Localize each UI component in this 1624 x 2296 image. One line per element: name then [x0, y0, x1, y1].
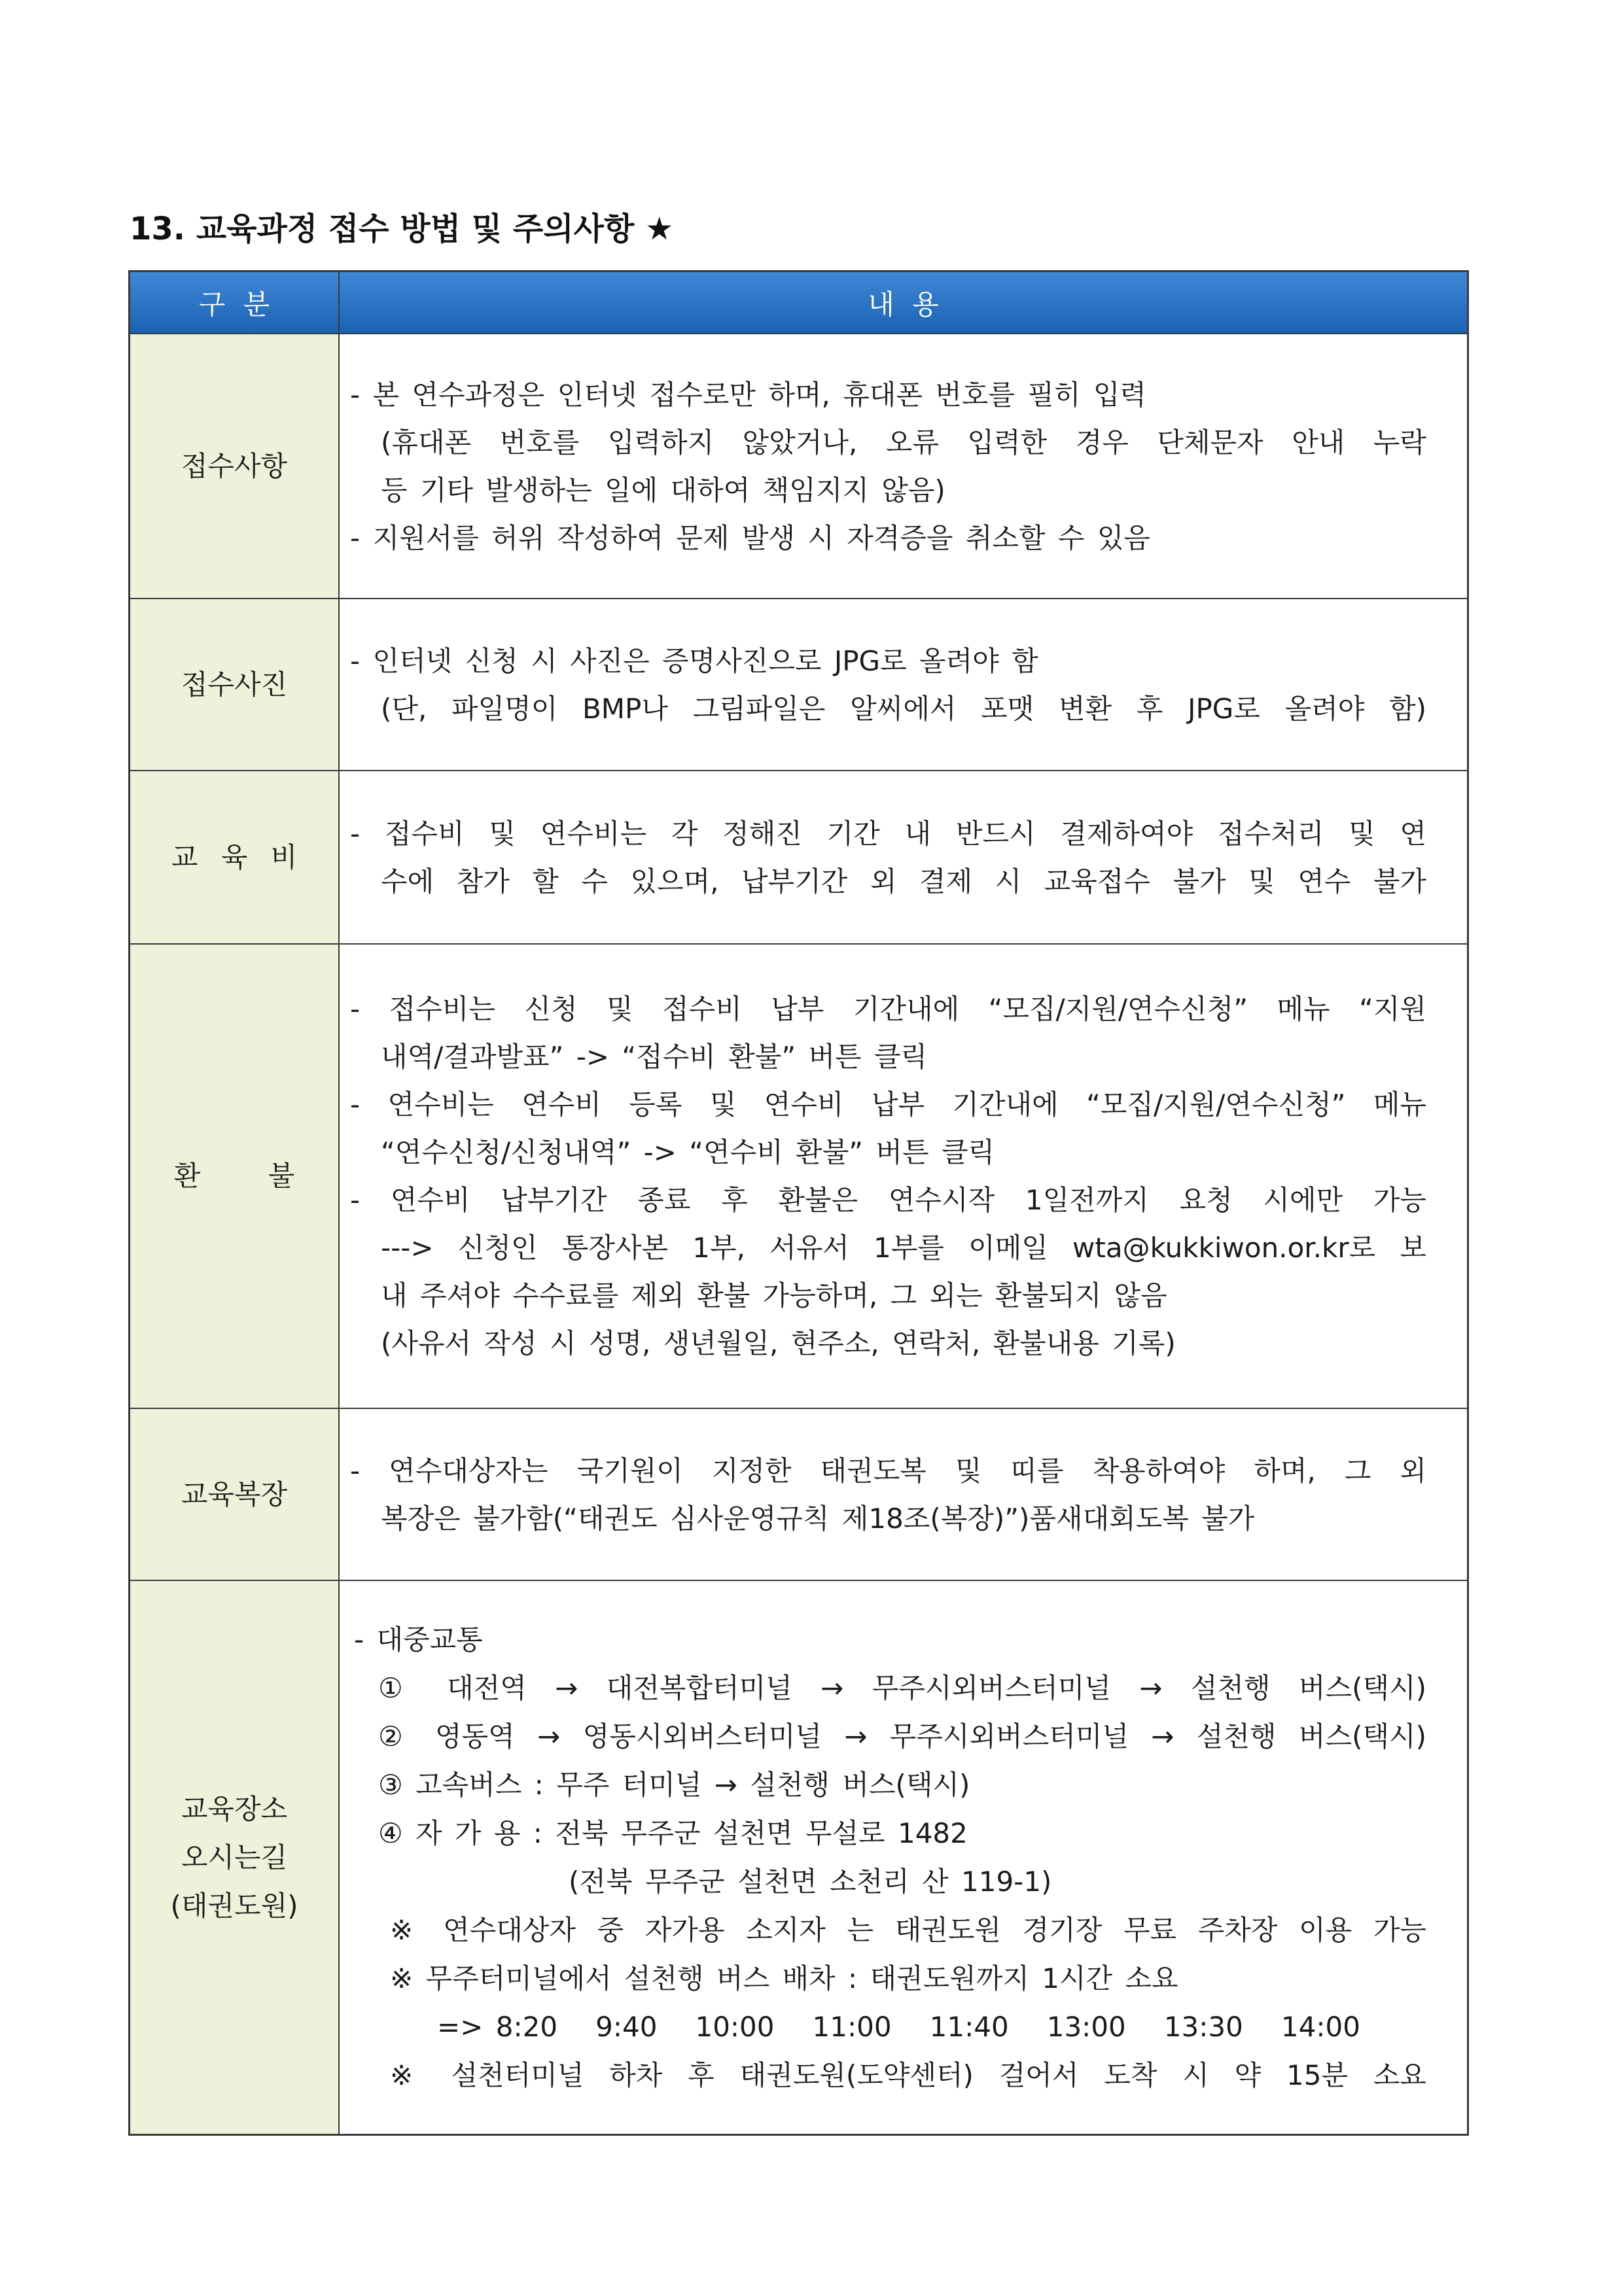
note-line: ※ 설천터미널 하차 후 태권도원(도약센터) 걸어서 도착 시 약 15분 소요: [390, 2059, 1426, 2091]
content-line: 내역/결과발표” -> “접수비 환불” 버튼 클릭: [381, 1041, 928, 1073]
row-label: 교 육 비: [171, 841, 298, 873]
content-line: - 연수비는 연수비 등록 및 연수비 납부 기간내에 “모집/지원/연수신청” 메뉴: [350, 1088, 1426, 1121]
content-line: “연수신청/신청내역” -> “연수비 환불” 버튼 클릭: [381, 1136, 995, 1168]
label-cell-photo: [130, 599, 338, 770]
content-line: (휴대폰 번호를 입력하지 않았거나, 오류 입력한 경우 단체문자 안내 누락: [381, 426, 1426, 459]
content-line: - 지원서를 허위 작성하여 문제 발생 시 자격증을 취소할 수 있음: [350, 521, 1150, 554]
content-cell-location: [340, 1581, 1467, 2134]
content-line: 내 주셔야 수수료를 제외 환불 가능하며, 그 외는 환불되지 않음: [381, 1279, 1167, 1312]
content-line: 수에 참가 할 수 있으며, 납부기간 외 결제 시 교육접수 불가 및 연수 불가: [381, 865, 1426, 897]
content-cell-photo: [340, 599, 1467, 770]
row-label: 교육장소: [181, 1792, 288, 1825]
content-line: 등 기타 발생하는 일에 대하여 책임지지 않음): [381, 474, 945, 506]
row-label: (태권도원): [170, 1889, 298, 1922]
row-label: 환 불: [173, 1160, 295, 1192]
content-line: ---> 신청인 통장사본 1부, 서유서 1부를 이메일 wta@kukkiwon.or.kr로 보: [381, 1232, 1426, 1264]
bus-schedule-line: => 8:20 9:40 10:00 11:00 11:40 13:00 13:30 14:00: [437, 2010, 1360, 2043]
content-cell-tuition: [340, 771, 1467, 943]
header-cell-category: 구 분: [130, 272, 338, 333]
content-line: - 연수대상자는 국기원이 지정한 태권도복 및 띠를 착용하여야 하며, 그 외: [350, 1454, 1426, 1487]
label-cell-tuition: [130, 771, 338, 943]
route-line: ① 대전역 → 대전복합터미널 → 무주시외버스터미널 → 설천행 버스(택시): [378, 1671, 1426, 1704]
route-line: ④ 자 가 용 : 전북 무주군 설천면 무설로 1482: [378, 1817, 968, 1849]
content-cell-registration: [340, 334, 1467, 598]
note-line: ※ 무주터미널에서 설천행 버스 배차 : 태권도원까지 1시간 소요: [390, 1962, 1178, 1994]
content-line: (사유서 작성 시 성명, 생년월일, 현주소, 연락처, 환불내용 기록): [381, 1327, 1176, 1359]
header-cell-content: 내 용: [340, 272, 1467, 333]
label-cell-location: [130, 1581, 338, 2134]
label-cell-uniform: [130, 1409, 338, 1580]
content-line: - 본 연수과정은 인터넷 접수로만 하며, 휴대폰 번호를 필히 입력: [350, 378, 1146, 411]
content-line: (단, 파일명이 BMP나 그림파일은 알씨에서 포맷 변환 후 JPG로 올려야 함): [381, 692, 1426, 725]
label-cell-registration: [130, 334, 338, 598]
note-line: ※ 연수대상자 중 자가용 소지자 는 태권도원 경기장 무료 주차장 이용 가능: [390, 1913, 1426, 1946]
row-label: 접수사진: [181, 668, 288, 701]
route-line: ② 영동역 → 영동시외버스터미널 → 무주시외버스터미널 → 설천행 버스(택시): [378, 1720, 1426, 1752]
row-label: 교육복장: [181, 1478, 288, 1510]
address-line: (전북 무주군 설천면 소천리 산 119-1): [569, 1865, 1052, 1898]
row-label: 오시는길: [181, 1841, 288, 1873]
row-label: 접수사항: [181, 449, 288, 482]
content-line: - 접수비는 신청 및 접수비 납부 기간내에 “모집/지원/연수신청” 메뉴 “지원: [350, 993, 1426, 1025]
content-cell-uniform: [340, 1409, 1467, 1580]
content-line: - 인터넷 신청 시 사진은 증명사진으로 JPG로 올려야 함: [350, 644, 1038, 677]
registration-info-table: [128, 270, 1469, 2136]
content-line: 복장은 불가함(“태권도 심사운영규칙 제18조(복장)”)품새대회도복 불가: [381, 1502, 1255, 1535]
label-cell-refund: [130, 945, 338, 1408]
route-line: ③ 고속버스 : 무주 터미널 → 설천행 버스(택시): [378, 1768, 970, 1801]
page-title: 13. 교육과정 접수 방법 및 주의사항 ★: [130, 211, 674, 247]
content-line: - 접수비 및 연수비는 각 정해진 기간 내 반드시 결제하여야 접수처리 및 연: [350, 817, 1426, 850]
content-line: - 대중교통: [354, 1623, 483, 1656]
content-cell-refund: [340, 945, 1467, 1408]
content-line: - 연수비 납부기간 종료 후 환불은 연수시작 1일전까지 요청 시에만 가능: [350, 1184, 1426, 1216]
